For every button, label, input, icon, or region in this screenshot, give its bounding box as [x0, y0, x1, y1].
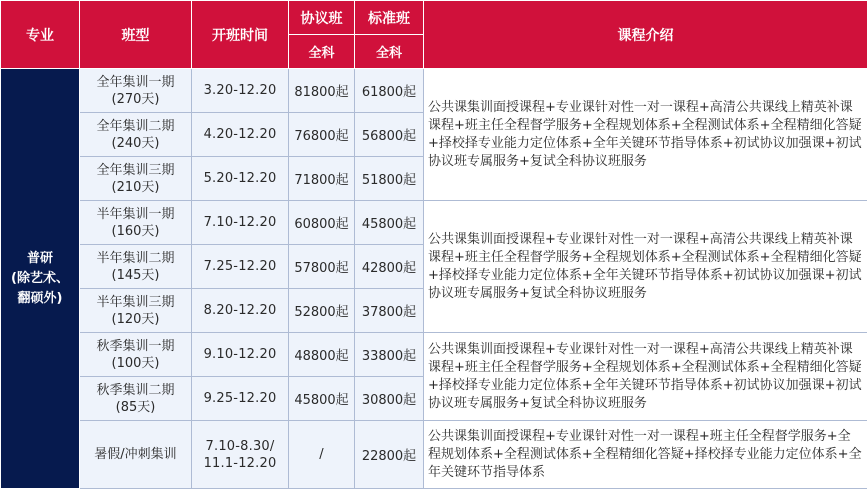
class-name-cell: [80, 421, 192, 489]
table-row: [1, 69, 867, 113]
standard-price: 22800起: [355, 421, 424, 489]
class-days: (160天): [80, 223, 191, 240]
agreement-price: 48800起: [289, 333, 355, 377]
period-cell: 3.20-12.20: [192, 69, 289, 113]
agreement-price: 71800起: [289, 157, 355, 201]
class-days: (240天): [80, 135, 191, 152]
agreement-price: 81800起: [289, 69, 355, 113]
class-name: 半年集训二期: [80, 250, 191, 267]
period-cell: 7.25-12.20: [192, 245, 289, 289]
class-name-cell: [80, 333, 192, 377]
standard-price: 33800起: [355, 333, 424, 377]
major-line: 翻硕外): [1, 289, 79, 309]
period-cell: 9.10-12.20: [192, 333, 289, 377]
agreement-price: 45800起: [289, 377, 355, 421]
standard-price: 61800起: [355, 69, 424, 113]
subheader-agreement: 全科: [289, 35, 355, 69]
class-days: (270天): [80, 91, 191, 108]
header-period: 开班时间: [192, 1, 289, 69]
period-cell: 7.10-12.20: [192, 201, 289, 245]
standard-price: 56800起: [355, 113, 424, 157]
agreement-price: 57800起: [289, 245, 355, 289]
class-name-cell: [80, 157, 192, 201]
standard-price: 42800起: [355, 245, 424, 289]
header-major: 专业: [1, 1, 80, 69]
class-days: (120天): [80, 311, 191, 328]
period-line: 11.1-12.20: [192, 455, 288, 472]
class-days: (85天): [80, 399, 191, 416]
header-intro: 课程介绍: [424, 1, 867, 69]
class-name: 全年集训三期: [80, 162, 191, 179]
agreement-price: 52800起: [289, 289, 355, 333]
class-name: 秋季集训二期: [80, 382, 191, 399]
period-cell: 9.25-12.20: [192, 377, 289, 421]
intro-half-year: 公共课集训面授课程+专业课针对性一对一课程+高清公共课线上精英补课课程+班主任全程督学服务+全程规划体系+全程测试体系+全程精细化答疑+择校择专业能力定位体系+全年关键环节指导体系+初试协议加强课+初试协议班专属服务+复试全科协议班服务: [424, 201, 867, 333]
table-row: [1, 201, 867, 245]
header-agreement: 协议班: [289, 1, 355, 35]
header-class-type: 班型: [80, 1, 192, 69]
class-name-cell: [80, 113, 192, 157]
class-name-cell: [80, 69, 192, 113]
agreement-price: 60800起: [289, 201, 355, 245]
class-days: (145天): [80, 267, 191, 284]
table-row: [1, 333, 867, 377]
header-row: [1, 1, 867, 35]
period-cell: 4.20-12.20: [192, 113, 289, 157]
subheader-standard: 全科: [355, 35, 424, 69]
standard-price: 45800起: [355, 201, 424, 245]
class-name: 全年集训二期: [80, 118, 191, 135]
standard-price: 37800起: [355, 289, 424, 333]
class-name: 半年集训一期: [80, 206, 191, 223]
intro-autumn: 公共课集训面授课程+专业课针对性一对一课程+高清公共课线上精英补课课程+班主任全程督学服务+全程规划体系+全程测试体系+全程精细化答疑+择校择专业能力定位体系+全年关键环节指导体系+初试协议加强课+初试协议班专属服务+复试全科协议班服务: [424, 333, 867, 421]
class-name: 暑假/冲刺集训: [80, 446, 191, 463]
major-cell: [1, 69, 80, 489]
period-cell: 8.20-12.20: [192, 289, 289, 333]
class-days: (100天): [80, 355, 191, 372]
agreement-price: 76800起: [289, 113, 355, 157]
standard-price: 51800起: [355, 157, 424, 201]
period-cell: 5.20-12.20: [192, 157, 289, 201]
class-name-cell: [80, 377, 192, 421]
class-name-cell: [80, 201, 192, 245]
major-line: (除艺术、: [1, 269, 79, 289]
intro-full-year: 公共课集训面授课程+专业课针对性一对一课程+高清公共课线上精英补课课程+班主任全程督学服务+全程规划体系+全程测试体系+全程精细化答疑+择校择专业能力定位体系+全年关键环节指导体系+初试协议加强课+初试协议班专属服务+复试全科协议班服务: [424, 69, 867, 201]
class-name: 秋季集训一期: [80, 338, 191, 355]
table-row: [1, 421, 867, 489]
class-name: 半年集训三期: [80, 294, 191, 311]
agreement-price: /: [289, 421, 355, 489]
class-name: 全年集训一期: [80, 74, 191, 91]
intro-summer: 公共课集训面授课程+专业课针对性一对一课程+班主任全程督学服务+全程规划体系+全程测试体系+全程精细化答疑+择校择专业能力定位体系+全年关键环节指导体系: [424, 421, 867, 489]
period-cell: [192, 421, 289, 489]
class-name-cell: [80, 245, 192, 289]
major-line: 普研: [1, 249, 79, 269]
standard-price: 30800起: [355, 377, 424, 421]
class-days: (210天): [80, 179, 191, 196]
period-line: 7.10-8.30/: [192, 438, 288, 455]
header-standard: 标准班: [355, 1, 424, 35]
class-name-cell: [80, 289, 192, 333]
